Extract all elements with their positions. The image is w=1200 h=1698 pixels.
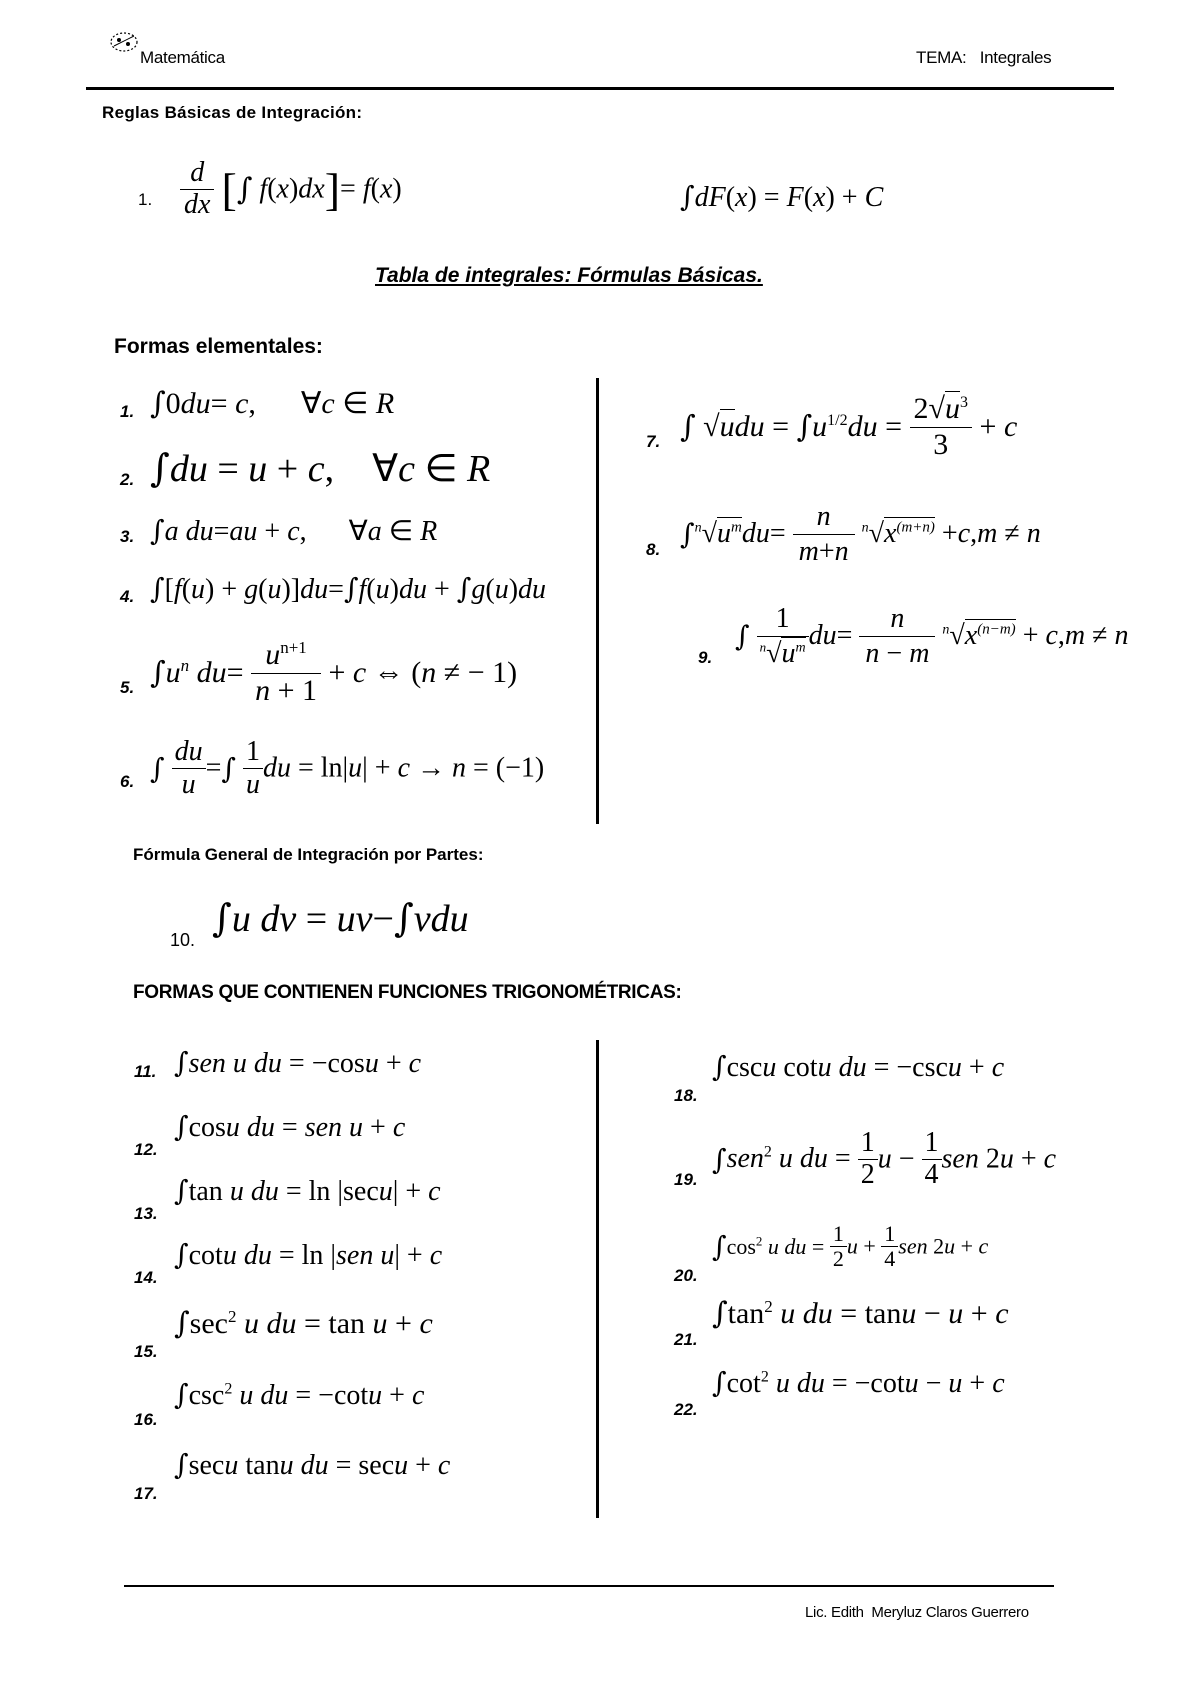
formula-16-number: 16.	[134, 1410, 158, 1429]
formula-5-number: 5.	[120, 678, 135, 697]
formula-12-number: 12.	[134, 1140, 158, 1159]
formula-11: ∫sen u du = −cosu + c	[174, 1046, 422, 1079]
formula-11-number: 11.	[134, 1062, 157, 1081]
formula-14: ∫cotu du = ln |sen u| + c	[174, 1238, 443, 1271]
formula-19: ∫sen$^2$ u du = $\frac{1}{2}$ u − $\frac{1}{4}$ sen 2u + c	[712, 1127, 1057, 1190]
trig-title: FORMAS QUE CONTIENEN FUNCIONES TRIGONOMÉTRICAS:	[133, 982, 682, 1003]
formula-6-number: 6.	[120, 772, 135, 791]
formula-14-number: 14.	[134, 1268, 158, 1287]
formula-4: ∫[f(u) + g(u)]du=∫f(u)du + ∫g(u)du	[150, 572, 547, 605]
formula-20: $\int\cos^2$ u du = $\frac{1}{2}$ u + $\frac{1}{4}$ sen 2u + c	[712, 1221, 989, 1272]
basic-rules-title: Reglas Básicas de Integración:	[102, 103, 363, 122]
footer-author: Lic. Edith Meryluz Claros Guerrero	[805, 1604, 1029, 1621]
formula-17-number: 17.	[134, 1484, 158, 1503]
formula-7-number: 7.	[646, 432, 661, 451]
header	[0, 0, 1200, 100]
formula-3: ∫a du=au + c, ∀a ∈ R	[150, 514, 438, 547]
formula-1: ∫0du= c, ∀c ∈ R	[150, 386, 395, 421]
formula-20-number: 20.	[674, 1266, 698, 1285]
formula-19-number: 19.	[674, 1170, 698, 1189]
formula-10: ∫u dv = uv−∫vdu	[212, 896, 469, 940]
formula-2: ∫du = u + c, ∀c ∈ R	[150, 446, 491, 490]
formula-16: $\int\csc^2$ u du = −cotu + c	[174, 1378, 425, 1411]
topic-label: TEMA: Integrales	[916, 48, 1052, 67]
formula-8-number: 8.	[646, 540, 661, 559]
parts-title: Fórmula General de Integración por Partes:	[133, 845, 484, 864]
formula-21-number: 21.	[674, 1330, 698, 1349]
formula-5: $\int u^n$ du= $\frac{u^{n+1}}{n + 1}$ + c ⇔ (n ≠ − 1)	[150, 638, 518, 707]
footer-rule	[124, 1585, 1054, 1587]
formula-22: $\int\cot^2$ u du = −cotu − u + c	[712, 1366, 1005, 1399]
formula-15: $\int\sec^2$ u du = tan u + c	[174, 1306, 433, 1341]
header-rule	[86, 87, 1114, 90]
rule-1-number: 1.	[138, 190, 153, 209]
formula-6: ∫ $\frac{du}{u}$ =∫ $\frac{1}{u}$ du = ln|u| + c → n = (−1)	[150, 736, 545, 801]
formula-4-number: 4.	[120, 587, 135, 606]
column-divider-bottom	[596, 1040, 599, 1518]
formula-9: ∫ $\frac{1}{^n√u^m}$ du= $\frac{n}{n - m}$ $^n√x^{(n-m)} + c,m \ne n$	[735, 603, 1129, 669]
formula-15-number: 15.	[134, 1342, 158, 1361]
formula-13: ∫tan u du = ln |secu| + c	[174, 1174, 441, 1207]
rule-2-formula: ∫dF(x) = F(x) + C	[680, 180, 884, 213]
rule-1-formula: $\frac{d}{dx}$ [∫ f(x)dx]= f(x)	[180, 158, 402, 221]
formula-18: ∫cscu cotu du = −cscu + c	[712, 1050, 1005, 1083]
formula-22-number: 22.	[674, 1400, 698, 1419]
math-logo-icon	[108, 30, 140, 54]
table-title: Tabla de integrales: Fórmulas Básicas.	[375, 264, 763, 287]
formula-17: ∫secu tanu du = secu + c	[174, 1448, 451, 1481]
column-divider-top	[596, 378, 599, 824]
formula-12: ∫cosu du = sen u + c	[174, 1110, 406, 1143]
elementary-title: Formas elementales:	[114, 335, 323, 358]
subject-label: Matemática	[140, 48, 225, 67]
formula-8: $\int^n√u^mdu=$ $\frac{n}{m+n}$ $^n√x^{(m+n)} +c,m \ne n$	[680, 501, 1041, 567]
formula-13-number: 13.	[134, 1204, 158, 1223]
formula-9-number: 9.	[698, 648, 713, 667]
formula-2-number: 2.	[120, 470, 135, 489]
formula-7: ∫ $√udu = \int u^{1/2}du$ = $\frac{2√u^3}{3}$ + c	[680, 392, 1018, 461]
formula-3-number: 3.	[120, 527, 135, 546]
formula-18-number: 18.	[674, 1086, 698, 1105]
formula-10-number: 10.	[170, 930, 196, 950]
formula-1-number: 1.	[120, 402, 135, 421]
formula-21: $\int\tan^2$ u du = tanu − u + c	[712, 1296, 1009, 1331]
